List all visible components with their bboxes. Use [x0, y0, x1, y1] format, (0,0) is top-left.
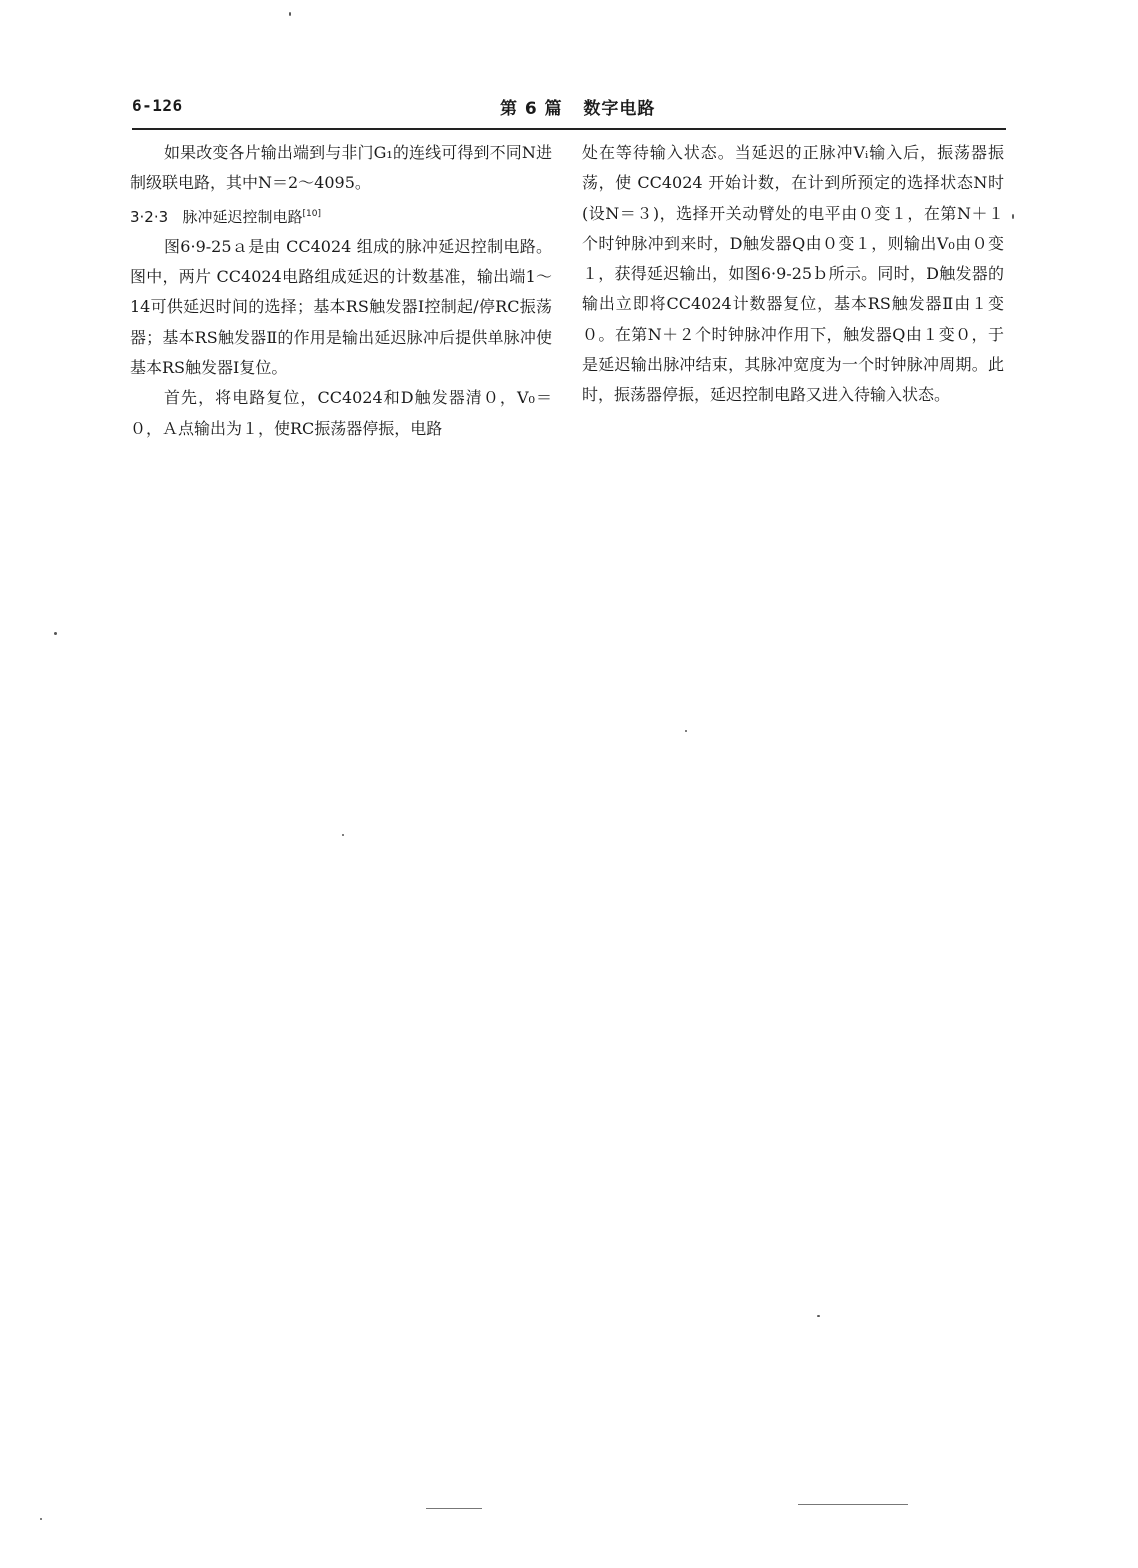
page-header: [132, 92, 1004, 126]
left-column: [130, 138, 552, 444]
scan-speck: [54, 632, 57, 635]
paragraph: 处在等待输入状态。当延迟的正脉冲Vᵢ输入后，振荡器振荡，使 CC4024 开始计数，在计到所预定的选择状态N时(设N＝３)，选择开关动臂处的电平由０变１，在第N＋１个时钟脉冲到来时，D触发器Q由０变１，则输出V₀由０变１，获得延迟输出，如图6·9-25ｂ所示。同时，D触发器的输出立即将CC4024计数器复位，基本RS触发器Ⅱ由１变０。在第N＋２个时钟脉冲作用下，触发器Q由１变０，于是延迟输出脉冲结束，其脉冲宽度为一个时钟脉冲周期。此时，振荡器停振，延迟控制电路又进入待输入状态。: [582, 143, 1004, 405]
scan-speck: [40, 1518, 42, 1520]
section-title: 脉冲延迟控制电路: [182, 207, 303, 226]
scan-dash: [426, 1508, 482, 1509]
scan-speck: [817, 1315, 820, 1317]
scan-speck: [685, 730, 687, 732]
page-number: 6-126: [132, 96, 183, 115]
scan-speck: [342, 834, 344, 836]
paragraph: 首先，将电路复位，CC4024和D触发器清０，V₀＝０，Ａ点输出为１，使RC振荡器停振，电路: [130, 388, 552, 438]
scan-speck: [1012, 214, 1014, 219]
scan-dash: [798, 1504, 908, 1505]
right-column: [582, 138, 1004, 411]
section-number: 3·2·3: [130, 207, 169, 226]
section-heading: [130, 199, 552, 232]
running-head: 第 6 篇 数字电路: [500, 99, 656, 119]
paragraph: 如果改变各片输出端到与非门G₁的连线可得到不同N进制级联电路，其中N＝2～4095。: [130, 143, 552, 193]
paragraph: 图6·9-25ａ是由 CC4024 组成的脉冲延迟控制电路。图中，两片 CC4024电路组成延迟的计数基准，输出端1～14可供延迟时间的选择；基本RS触发器Ⅰ控制起/停RC振荡器；基本RS触发器Ⅱ的作用是输出延迟脉冲后提供单脉冲使基本RS触发器Ⅰ复位。: [130, 236, 552, 378]
reference-mark: [10]: [302, 208, 321, 219]
scan-speck: [289, 12, 291, 16]
header-rule: [132, 128, 1006, 130]
